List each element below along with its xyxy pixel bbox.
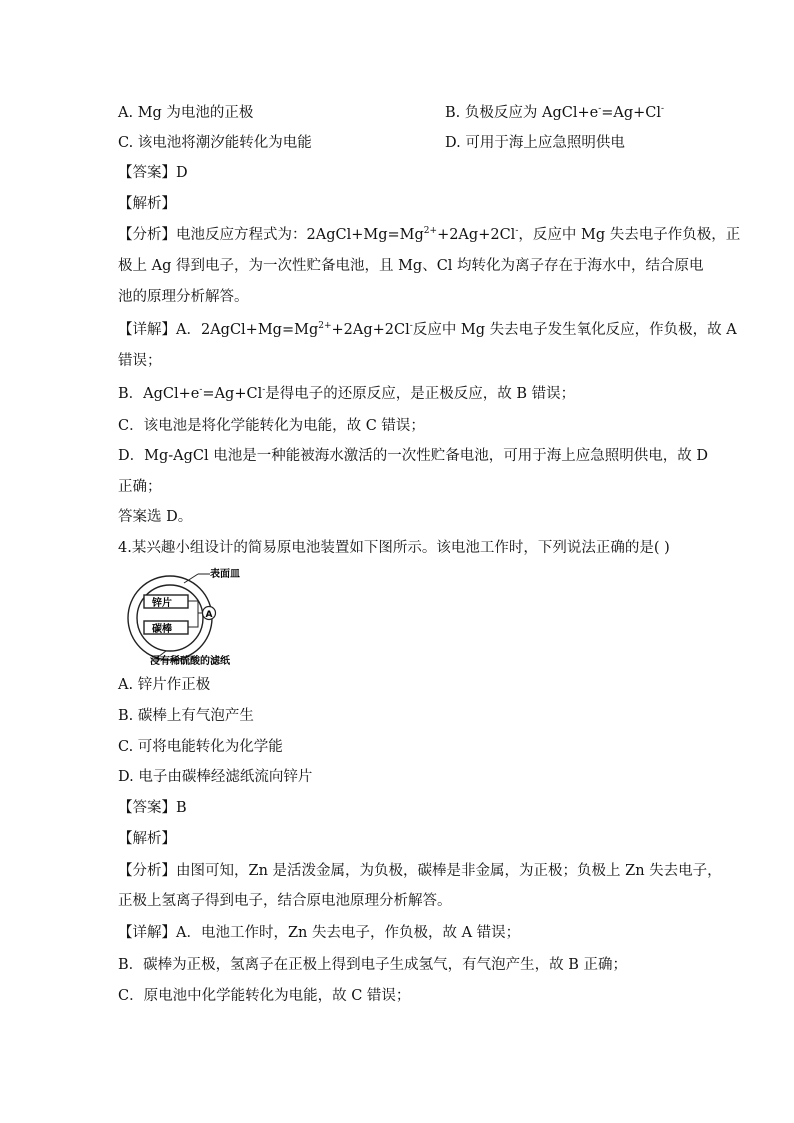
text: +2Ag+2Cl: [437, 227, 516, 243]
text: 【详解】A．2AgCl+Mg=Mg: [118, 322, 319, 338]
q4-fenxi-line2: 正极上氢离子得到电子，结合原电池原理分析解答。: [118, 893, 452, 909]
q4-option-b: B. 碳棒上有气泡产生: [118, 708, 254, 724]
q3-option-b-text: B. 负极反应为 AgCl+e: [445, 105, 599, 121]
q3-fenxi-line2: 极上 Ag 得到电子，为一次性贮备电池，且 Mg、Cl 均转化为离子存在于海水中，结合原电: [118, 258, 704, 274]
superscript: -: [262, 385, 266, 396]
label-zinc: 锌片: [152, 598, 172, 609]
wire-bottom: [188, 613, 198, 627]
q3-option-b: [445, 103, 664, 123]
q4-option-c: C. 可将电能转化为化学能: [118, 739, 283, 755]
q3-option-d-text: D. 可用于海上应急照明供电: [445, 135, 625, 151]
dish-outer-ring: [128, 576, 212, 660]
superscript: -: [515, 226, 519, 237]
q3-xiangjie-b: [118, 384, 575, 404]
q3-xiangjie-c: C．该电池是将化学能转化为电能，故 C 错误；: [118, 418, 425, 434]
superscript: 2+: [423, 226, 438, 237]
text: 【分析】电池反应方程式为：2AgCl+Mg=Mg: [118, 227, 424, 243]
q3-option-c: [118, 133, 312, 153]
q3-xiangjie-d-line1: D．Mg-AgCl 电池是一种能被海水激活的一次性贮备电池，可用于海上应急照明供电，故 D: [118, 448, 708, 464]
q4-option-d: D. 电子由碳棒经滤纸流向锌片: [118, 769, 313, 785]
superscript: -: [598, 104, 602, 115]
q4-jiexi-heading: 【解析】: [118, 831, 176, 847]
battery-diagram: [118, 566, 258, 666]
q3-xiangjie-a-line2: 错误；: [118, 353, 162, 369]
q3-fenxi-line3: 池的原理分析解答。: [118, 289, 249, 305]
q3-final-answer: 答案选 D。: [118, 509, 193, 525]
q3-fenxi-line1: [118, 225, 740, 245]
text: 反应中 Mg 失去电子发生氧化反应，作负极，故 A: [412, 322, 737, 338]
text: 是得电子的还原反应，是正极反应，故 B 错误；: [265, 386, 576, 402]
q3-xiangjie-a-line1: [118, 320, 737, 340]
text: +2Ag+2Cl: [331, 322, 410, 338]
text: ，反应中 Mg 失去电子作负极，正: [518, 227, 741, 243]
q3-option-b-text-2: =Ag+Cl: [601, 105, 662, 121]
text: =Ag+Cl: [202, 386, 263, 402]
q4-xiangjie-a: 【详解】A．电池工作时，Zn 失去电子，作负极，故 A 错误；: [118, 925, 521, 941]
label-carbon: 碳棒: [152, 624, 172, 635]
superscript: -: [199, 385, 203, 396]
q4-answer: 【答案】B: [118, 800, 187, 816]
q3-xiangjie-d-line2: 正确；: [118, 479, 162, 495]
q3-option-a: [118, 103, 253, 123]
superscript: 2+: [318, 321, 332, 332]
q4-fenxi-line1: 【分析】由图可知，Zn 是活泼金属，为负极，碳棒是非金属，为正极；负极上 Zn 失去电子，: [118, 863, 722, 879]
superscript: -: [409, 321, 413, 332]
q4-stem: 4.某兴趣小组设计的简易原电池装置如下图所示。该电池工作时，下列说法正确的是( ): [118, 540, 670, 556]
q3-option-a-text: A. Mg 为电池的正极: [118, 105, 254, 121]
q3-option-d: [445, 133, 625, 153]
text: B．AgCl+e: [118, 386, 200, 402]
label-meter: A: [205, 610, 213, 620]
label-paper: 浸有稀硫酸的滤纸: [150, 656, 230, 666]
q4-option-a: A. 锌片作正极: [118, 677, 211, 693]
q3-option-c-text: C. 该电池将潮汐能转化为电能: [118, 135, 312, 151]
q3-jiexi-heading: 【解析】: [118, 196, 176, 212]
superscript: -: [661, 104, 665, 115]
q4-xiangjie-b: B．碳棒为正极，氢离子在正极上得到电子生成氢气，有气泡产生，故 B 正确；: [118, 957, 628, 973]
label-dish: 表面皿: [210, 569, 240, 580]
q4-xiangjie-c: C．原电池中化学能转化为电能，故 C 错误；: [118, 988, 411, 1004]
q3-answer: 【答案】D: [118, 165, 188, 181]
